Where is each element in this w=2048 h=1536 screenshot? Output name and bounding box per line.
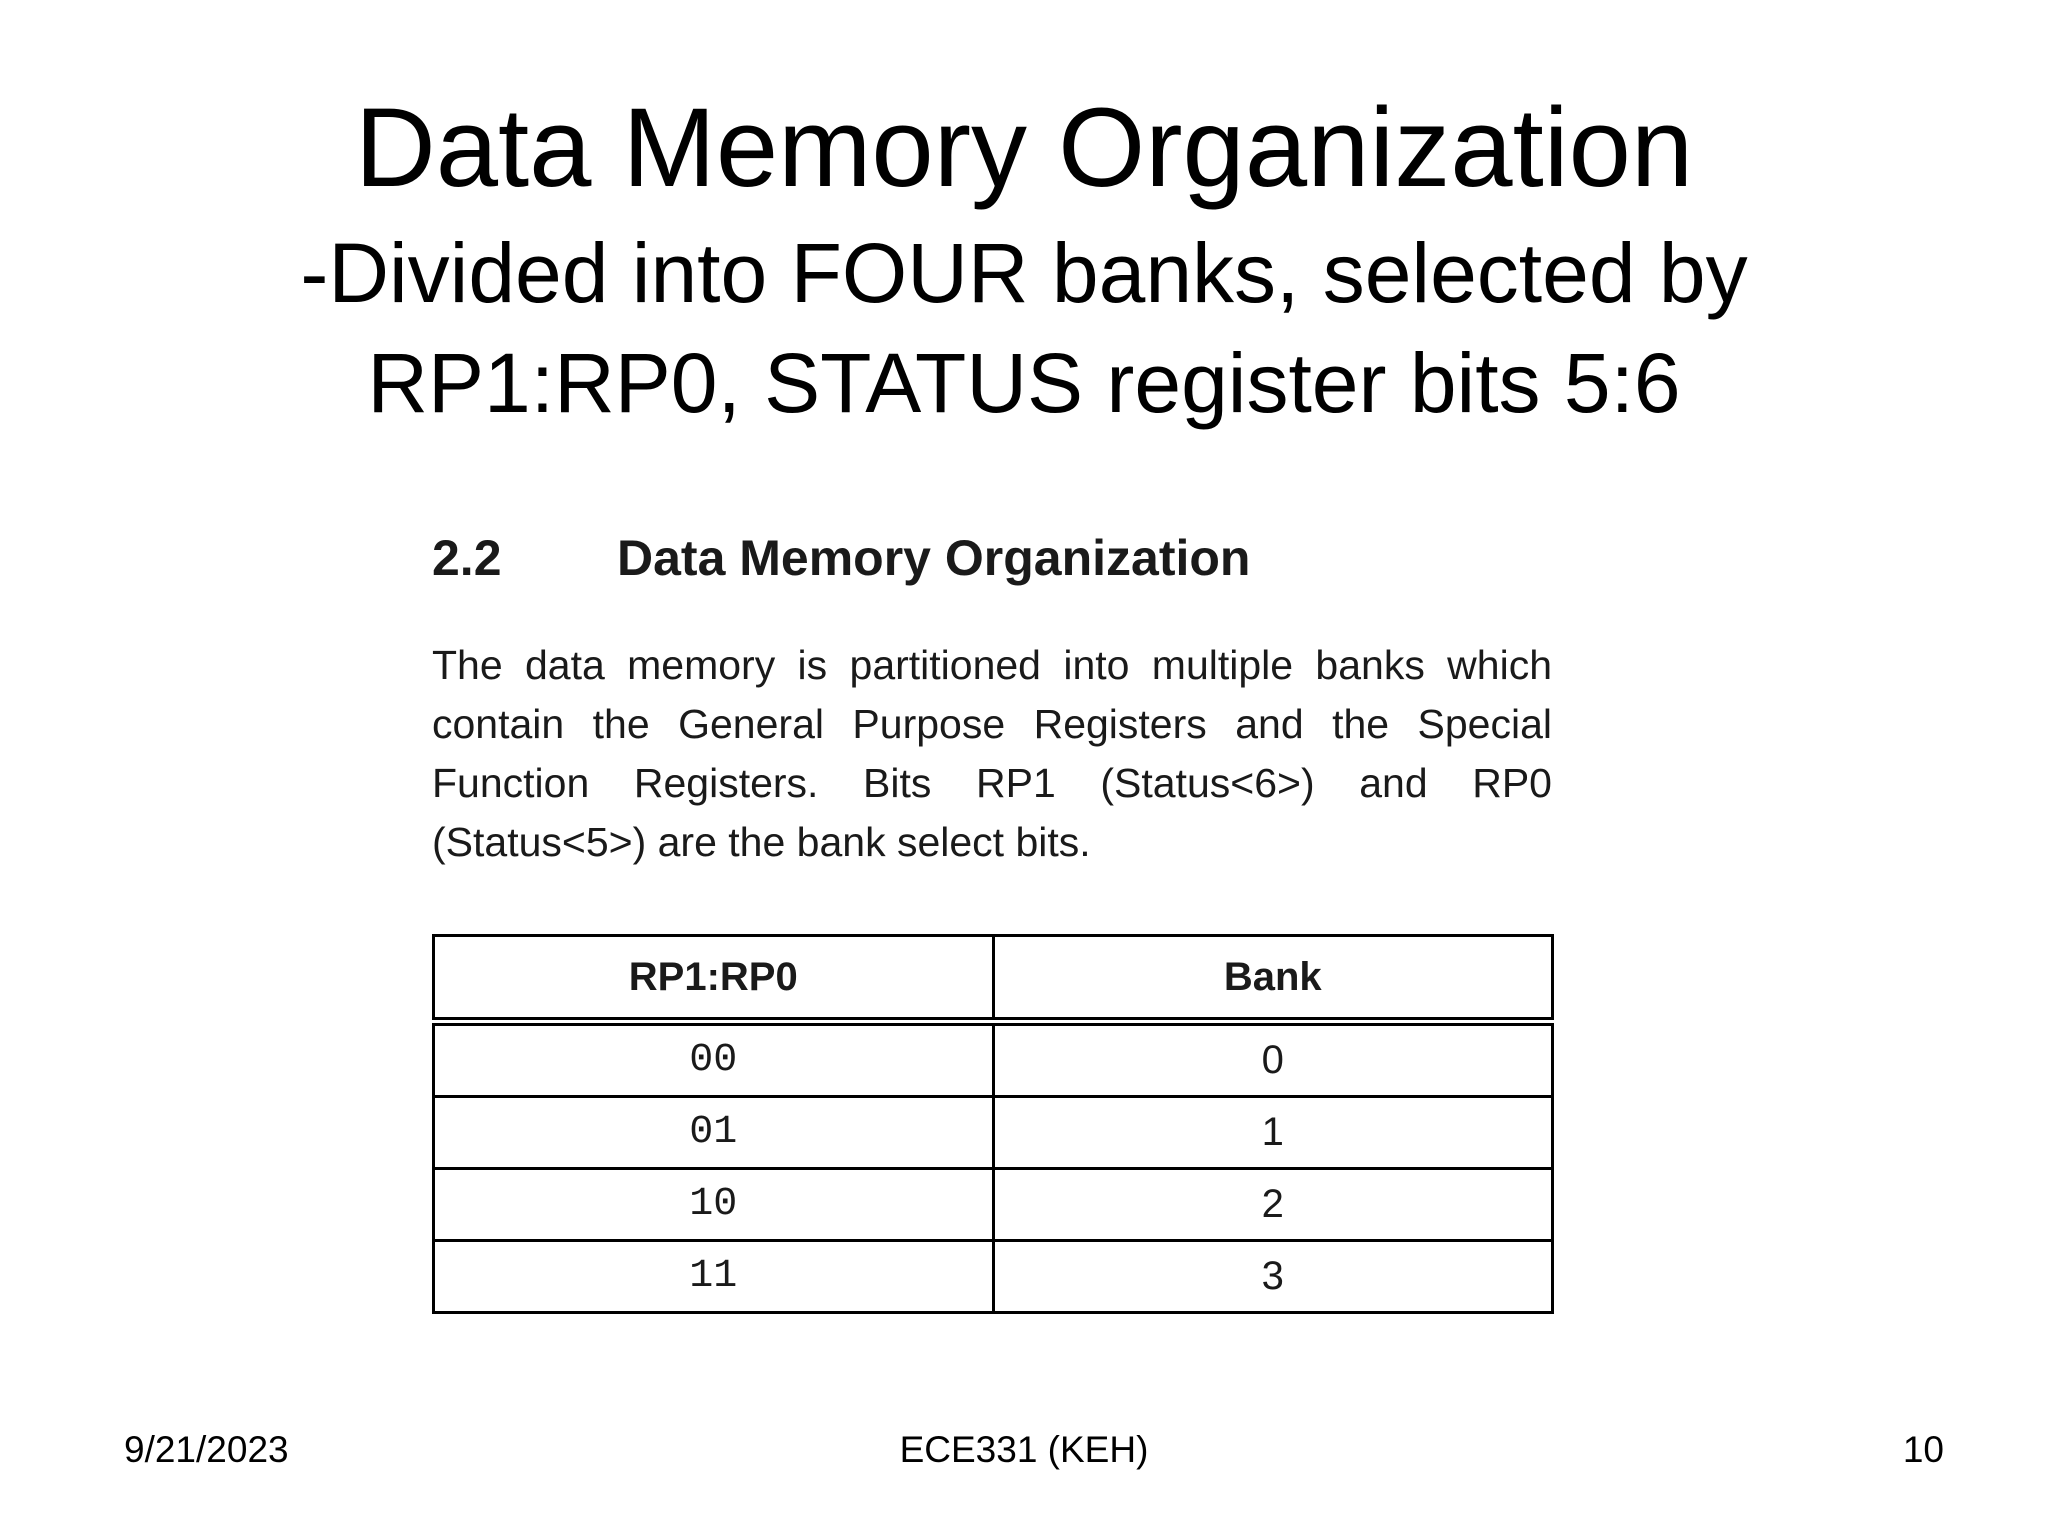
bank-cell: 1 <box>993 1097 1553 1169</box>
section-paragraph: The data memory is partitioned into multiple banks which contain the General Purpose Registers and the Special Function Registers. Bits RP1 (Status<6>) and RP0 (Status<5>) are the bank select bits. <box>432 642 1552 865</box>
rp-bits-cell: 10 <box>434 1169 994 1241</box>
rp-bits-cell: 01 <box>434 1097 994 1169</box>
bank-cell: 2 <box>993 1169 1553 1241</box>
bank-cell: 0 <box>993 1022 1553 1097</box>
slide-title: Data Memory Organization <box>354 85 1694 210</box>
table-header-row <box>434 936 1553 1022</box>
bank-select-table <box>432 934 1554 1314</box>
table-row <box>434 1022 1553 1097</box>
section-heading <box>432 520 1552 596</box>
datasheet-excerpt <box>432 520 1552 872</box>
rp-bits-cell: 00 <box>434 1022 994 1097</box>
footer-course: ECE331 (KEH) <box>899 1429 1149 1470</box>
section-number: 2.2 <box>432 530 502 586</box>
table-row <box>434 1241 1553 1313</box>
subtitle-line-1: -Divided into FOUR banks, selected by <box>300 226 1748 320</box>
slide-subtitle <box>0 218 2048 438</box>
rp-bits-cell: 11 <box>434 1241 994 1313</box>
subtitle-line-2: RP1:RP0, STATUS register bits 5:6 <box>367 336 1681 430</box>
table-row <box>434 1169 1553 1241</box>
footer-page-number: 10 <box>1902 1429 1944 1470</box>
footer-date: 9/21/2023 <box>124 1429 289 1470</box>
bank-cell: 3 <box>993 1241 1553 1313</box>
table-row <box>434 1097 1553 1169</box>
section-title: Data Memory Organization <box>617 530 1251 586</box>
header-rp1-rp0: RP1:RP0 <box>434 936 994 1022</box>
header-bank: Bank <box>993 936 1553 1022</box>
